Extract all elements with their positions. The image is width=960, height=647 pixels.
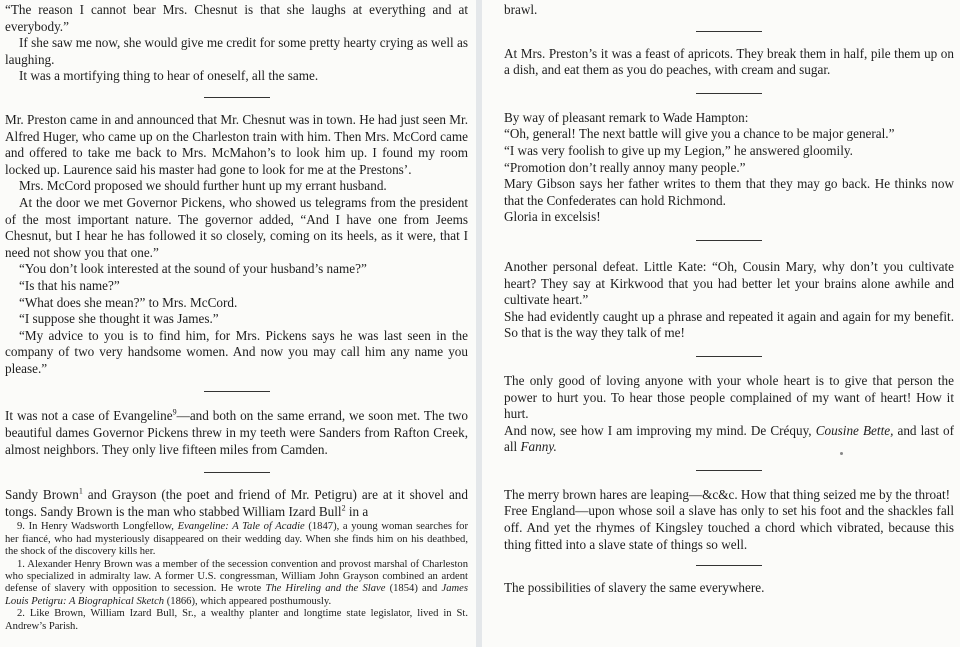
paragraph: brawl.: [504, 2, 538, 17]
paragraph: By way of pleasant remark to Wade Hampton:: [504, 109, 749, 125]
footnote: 2. Like Brown, William Izard Bull, Sr., a wealthy planter and longtime state legislator, lived in St. Andrew’s Parish.: [5, 608, 468, 632]
left-page: [0, 0, 476, 647]
paragraph: And now, see how I am improving my mind. De Créquy, Cousine Bette, and last of all Fanny.: [504, 422, 954, 455]
paragraph: “Is that his name?”: [19, 277, 120, 293]
footnote-ref: 2: [341, 503, 346, 513]
paragraph: “What does she mean?” to Mrs. McCord.: [19, 294, 238, 310]
paragraph: Mr. Preston came in and announced that Mr. Chesnut was in town. He had just seen Mr. Alfred Huger, who came up on the Charleston train with him. Then Mrs. McCord came and offered to take me back to Mrs. McMahon’s to look him up. I found my room locked up. Laurence said his master had gone to look for me at the Prestons’.: [5, 111, 468, 177]
paragraph: If she saw me now, she would give me credit for some pretty hearty crying as well as laughing.: [5, 35, 468, 67]
paragraph: The only good of loving anyone with your whole heart is to give that person the power to hurt you. To hear those people complained of my want of heart! How it hurt.: [504, 372, 954, 422]
paragraph: She had evidently caught up a phrase and repeated it again and again for my benefit. So that is the way they talk of me!: [504, 308, 954, 341]
paragraph: “Oh, general! The next battle will give you a chance to be major general.”: [504, 126, 895, 142]
paragraph: Gloria in excelsis!: [504, 209, 601, 225]
paragraph: “You don’t look interested at the sound of your husband’s name?”: [19, 261, 367, 277]
paragraph: It was not a case of Evangeline$^9$—and both on the same errand, we soon met. The two beautiful dames Governor Pickens threw in my teeth were Sanders from Rafton Creek, almost neighbors. They only live fifteen miles from Camden.: [5, 408, 468, 457]
paragraph: “The reason I cannot bear Mrs. Chesnut is that she laughs at everything and at everybody.”: [5, 2, 468, 34]
footnote: 1. Alexander Henry Brown was a member of the secession convention and provost marshal of Charleston who specialized in admiralty law. A former U.S. congressman, William John Grayson combined an ardent defense of slavery with opposition to secession. He wrote The Hireling and the Slave (1854) and James Louis Petigru: A Biographical Sketch (1866), which appeared posthumously.: [5, 558, 469, 607]
paragraph: At the door we met Governor Pickens, who showed us telegrams from the president of the most important nature. The governor added, “And I have one from Jeems Chesnut, but I hear he has followed it so closely, coming on its heels, as it were, that I need not show you that one.”: [5, 194, 468, 260]
paragraph: “My advice to you is to find him, for Mrs. Pickens says he was last seen in the company of two very handsome women. And now you may call him any name you please.”: [5, 327, 468, 376]
footnote-ref: 1: [78, 486, 83, 496]
paragraph: Another personal defeat. Little Kate: “Oh, Cousin Mary, why don’t you cultivate heart? They say at Kirkwood that you had better let your brains alone awhile and cultivate heart.”: [504, 258, 954, 308]
paragraph: The possibilities of slavery the same everywhere.: [504, 580, 765, 596]
page-speck: [840, 452, 843, 455]
paragraph: “I was very foolish to give up my Legion,” he answered gloomily.: [504, 142, 853, 158]
footnotes: [5, 521, 468, 633]
paragraph: It was a mortifying thing to hear of oneself, all the same.: [19, 68, 319, 84]
paragraph: “I suppose she thought it was James.”: [19, 311, 219, 327]
footnote-ref: 9: [172, 408, 177, 418]
paragraph: Mrs. McCord proposed we should further hunt up my errant husband.: [19, 178, 387, 194]
right-page: [482, 0, 960, 647]
paragraph: Sandy Brown$^1$ and Grayson (the poet and friend of Mr. Petigru) are at it shovel and tongs. Sandy Brown is the man who stabbed William Izard Bull$^2$ in a: [5, 486, 468, 519]
paragraph: At Mrs. Preston’s it was a feast of apricots. They break them in half, pile them up on a dish, and eat them as you do peaches, with cream and sugar.: [504, 45, 954, 78]
paragraph: “Promotion don’t really annoy many people.”: [504, 159, 746, 175]
paragraph: Free England—upon whose soil a slave has only to set his foot and the shackles fall off. And yet the rhymes of Kingsley touched a chord which vibrated, because this thing fitted into a slave state of things so well.: [504, 503, 954, 552]
paragraph: The merry brown hares are leaping—&c&c. How that thing seized me by the throat!: [504, 486, 951, 502]
footnote: 9. In Henry Wadsworth Longfellow, Evangeline: A Tale of Acadie (1847), a young woman searches for her fiancé, who had mysteriously disappeared on their wedding day. When she finds him on his deathbed, the shock of the discovery kills her.: [5, 521, 469, 558]
paragraph: Mary Gibson says her father writes to them that they may go back. He thinks now that the Confederates can hold Richmond.: [504, 176, 954, 208]
